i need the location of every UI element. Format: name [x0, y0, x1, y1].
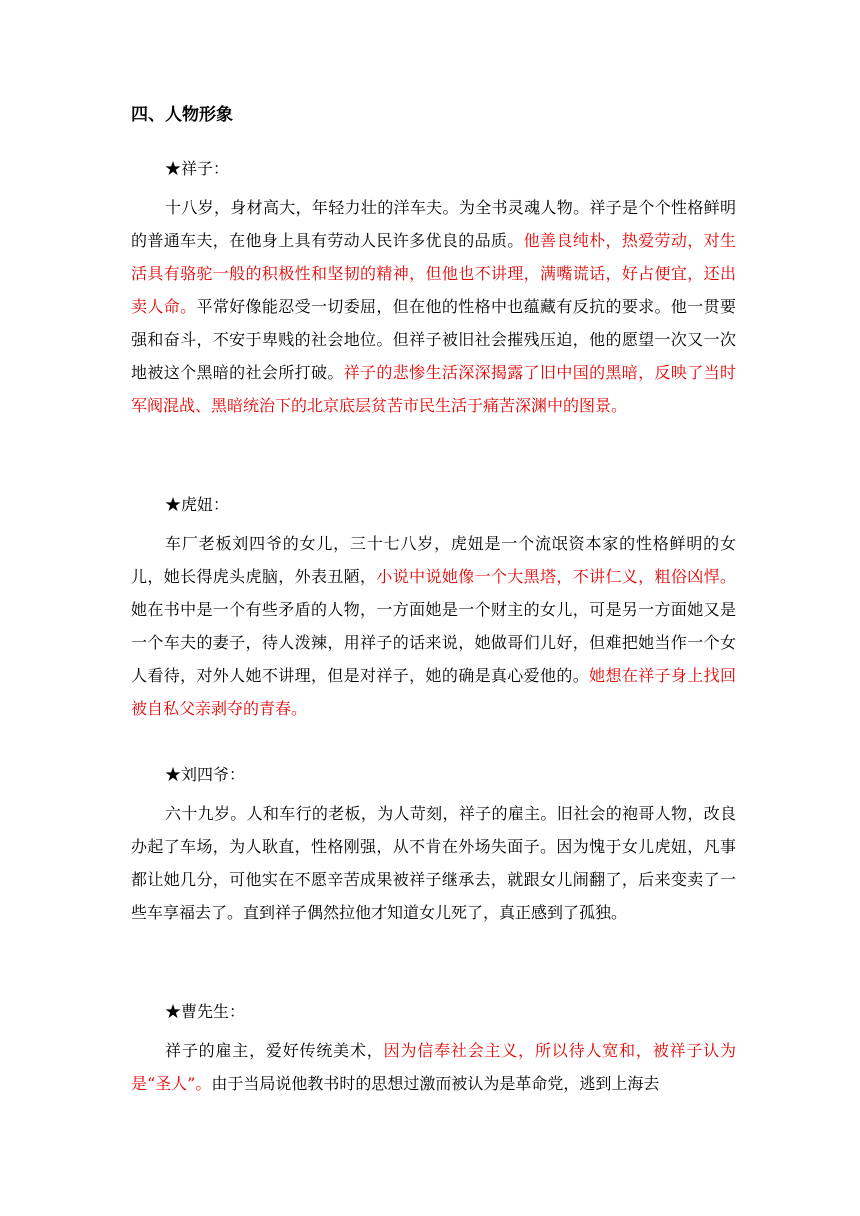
description-text: 车厂老板刘四爷的女儿，三十七八岁，虎妞是一个流氓资本家的性格鲜明的女儿，她长得虎头虎脑，外表丑陋，	[131, 534, 736, 586]
highlighted-text: 祥子的悲惨生活深深揭露了旧中国的黑暗，反映了当时军阀混战、黑暗统治下的北京底层贫苦市民生活于痛苦深渊中的图景。	[131, 363, 736, 415]
character-title: ★祥子：	[165, 159, 230, 178]
description-text: 六十九岁。人和车行的老板，为人苛刻，祥子的雇主。旧社会的袍哥人物，改良办起了车场，为人耿直，性格刚强，从不肯在外场失面子。因为愧于女儿虎妞，凡事都让她几分，可他实在不愿辛苦成果被祥子继承去，就跟女儿闹翻了，后来变卖了一些车享福去了。直到祥子偶然拉他才知道女儿死了，真正感到了孤独。	[131, 804, 736, 922]
character-description	[131, 1034, 736, 1100]
character-title: ★曹先生：	[165, 1002, 246, 1021]
character-liusiye	[131, 763, 736, 929]
highlighted-text: 因为信奉社会主义，所以待人宽和，被祥子认为是“圣人”。	[131, 1041, 736, 1093]
highlighted-text: 他善良纯朴，热爱劳动，对生活具有骆驼一般的积极性和坚韧的精神，但他也不讲理，满嘴谎话，好占便宜，还出卖人命。	[131, 231, 736, 316]
character-caoxiansheng	[131, 1000, 736, 1100]
character-description	[131, 527, 736, 725]
description-text: 祥子的雇主，爱好传统美术，	[165, 1041, 384, 1060]
character-title: ★刘四爷：	[165, 765, 246, 784]
character-huniu	[131, 493, 736, 725]
description-text: 她在书中是一个有些矛盾的人物，一方面她是一个财主的女儿，可是另一方面她又是一个车夫的妻子，待人泼辣，用祥子的话来说，她做哥们儿好，但难把她当作一个女人看待，对外人她不讲理，但是对祥子，她的确是真心爱他的。	[131, 600, 736, 685]
character-description	[131, 191, 736, 422]
highlighted-text: 小说中说她像一个大黑塔，不讲仁义，粗俗凶悍。	[376, 567, 736, 586]
description-text: 十八岁，身材高大，年轻力壮的洋车夫。为全书灵魂人物。祥子是个个性格鲜明的普通车夫，在他身上具有劳动人民许多优良的品质。	[131, 198, 736, 250]
character-xiangzi	[131, 157, 736, 422]
highlighted-text: 她想在祥子身上找回被自私父亲剥夺的青春。	[131, 666, 736, 718]
section-heading: 四、人物形象	[131, 105, 233, 125]
description-text: 平常好像能忍受一切委屈，但在他的性格中也蕴藏有反抗的要求。他一贯要强和奋斗，不安于卑贱的社会地位。但祥子被旧社会摧残压迫，他的愿望一次又一次地被这个黑暗的社会所打破。	[131, 297, 736, 382]
character-description	[131, 797, 736, 929]
character-title: ★虎妞：	[165, 495, 230, 514]
description-text: 由于当局说他教书时的思想过激而被认为是革命党，逃到上海去	[211, 1074, 660, 1093]
